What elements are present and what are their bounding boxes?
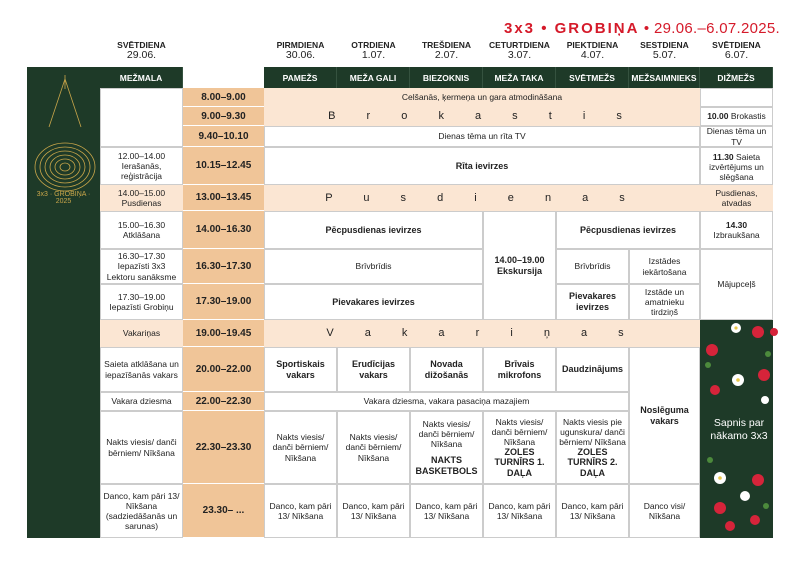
- header-day-0: SVĒTDIENA 29.06.: [117, 40, 166, 62]
- song-row: Vakara dziesma, vakara pasaciņa mazajiem: [264, 392, 629, 411]
- dance-thu: Danco, kam pāri 13/ Nīkšana: [483, 484, 556, 538]
- dream-text: Sapnis par nākamo 3x3: [710, 417, 768, 442]
- night-thu: Nakts viesis/ danči bērniem/ Nīkšana ZOLES TURNĪRS 1. DAĻA: [483, 411, 556, 484]
- sun2-empty: [700, 88, 773, 107]
- sun1-arrival: 12.00–14.00 Ierašanās, reģistrācija: [100, 147, 183, 185]
- dance-sat: Danco visi/ Nīkšana: [629, 484, 700, 538]
- header-day-2: OTRDIENA 1.07.: [351, 40, 396, 62]
- time-slot: 9.40–10.10: [183, 126, 264, 147]
- day-name-4: MEŽA TAKA: [483, 67, 556, 88]
- sun1-empty: [100, 88, 183, 147]
- closing-evening: Noslēguma vakars: [629, 347, 700, 484]
- sun1-song: Vakara dziesma: [100, 392, 183, 411]
- sun2-home: Mājupceļš: [700, 249, 773, 320]
- day-name-7: DIŽMEŽS: [700, 67, 773, 88]
- day-name-3: BIEZOKNIS: [410, 67, 483, 88]
- evening-erudition: Erudīcijas vakars: [337, 347, 410, 392]
- sun1-dinner: Vakariņas: [100, 320, 183, 347]
- sun1-lunch: 14.00–15.00 Pusdienas: [100, 185, 183, 211]
- dinner-row: V a k a r i ņ a s: [264, 320, 700, 347]
- day-name-1: PAMEŽS: [264, 67, 337, 88]
- sun2-theme: Dienas tēma un TV: [700, 126, 773, 147]
- wake-row: Celšanās, ķermeņa un gara atmodināšana: [264, 88, 700, 107]
- header-day-5: PIEKTDIENA 4.07.: [566, 40, 619, 62]
- night-mon: Nakts viesis/ danči bērniem/ Nīkšana: [264, 411, 337, 484]
- time-slot: 16.30–17.30: [183, 249, 264, 284]
- morning-row: Rīta ievirzes: [264, 147, 700, 185]
- sun2-lunch: Pusdienas, atvadas: [700, 185, 773, 211]
- breakfast-row: B r o k a s t i s: [264, 107, 700, 126]
- sun2-closing: 11.30 Saieta izvērtējums un slēgšana: [700, 147, 773, 185]
- dance-wed: Danco, kam pāri 13/ Nīkšana: [410, 484, 483, 538]
- title-name: 3x3 • GROBIŅA: [504, 20, 640, 37]
- time-slot: 13.00–13.45: [183, 185, 264, 211]
- dance-fri: Danco, kam pāri 13/ Nīkšana: [556, 484, 629, 538]
- night-tue: Nakts viesis/ danči bērniem/ Nīkšana: [337, 411, 410, 484]
- evening-daudz: Daudzinājums: [556, 347, 629, 392]
- dance-tue: Danco, kam pāri 13/ Nīkšana: [337, 484, 410, 538]
- crafts-fair: Izstāde un amatnieku tirdziņš: [629, 284, 700, 320]
- logo-panel: [27, 67, 100, 538]
- time-slot: 8.00–9.00: [183, 88, 264, 107]
- sun1-opening-evening: Saieta atklāšana un iepazīšanās vakars: [100, 347, 183, 392]
- day-name-0: MEŽMALA: [100, 67, 183, 88]
- afternoon-2: Pēcpusdienas ievirzes: [556, 211, 700, 249]
- time-slot: 23.30– ...: [183, 484, 264, 538]
- logo-text: 3x3 · GROBIŅA · 2025: [36, 191, 91, 205]
- time-slot: 22.00–22.30: [183, 392, 264, 411]
- free-time-2: Brīvbrīdis: [556, 249, 629, 284]
- time-slot: 10.15–12.45: [183, 147, 264, 185]
- night-fri: Nakts viesis pie ugunskura/ danči bērniem/ Nīkšana ZOLES TURNĪRS 2. DAĻA: [556, 411, 629, 484]
- time-header-blank: [183, 67, 264, 88]
- evening-sport: Sportiskais vakars: [264, 347, 337, 392]
- exhibit-setup: Izstādes iekārtošana: [629, 249, 700, 284]
- excursion: 14.00–19.00 Ekskursija: [483, 211, 556, 320]
- afternoon-1: Pēcpusdienas ievirzes: [264, 211, 483, 249]
- header-day-7: SVĒTDIENA 6.07.: [712, 40, 761, 62]
- tree-logo-icon: [27, 67, 100, 197]
- header-day-1: PIRMDIENA 30.06.: [276, 40, 325, 62]
- header-day-4: CETURTDIENA 3.07.: [489, 40, 550, 62]
- free-time-1: Brīvbrīdis: [264, 249, 483, 284]
- evening-1: Pievakares ievirzes: [264, 284, 483, 320]
- time-slot: 14.00–16.30: [183, 211, 264, 249]
- dance-mon: Danco, kam pāri 13/ Nīkšana: [264, 484, 337, 538]
- evening-novada: Novada dižošanās: [410, 347, 483, 392]
- time-slot: 20.00–22.00: [183, 347, 264, 392]
- page-title: [430, 20, 780, 37]
- title-dates: • 29.06.–6.07.2025.: [643, 20, 780, 37]
- time-slot: 19.00–19.45: [183, 320, 264, 347]
- time-slot: 17.30–19.00: [183, 284, 264, 320]
- sun1-dance: Danco, kam pāri 13/ Nīkšana (sadziedāšanās un sarunas): [100, 484, 183, 538]
- sun1-grobina: 17.30–19.00 Iepazīsti Grobiņu: [100, 284, 183, 320]
- time-slot: 9.00–9.30: [183, 107, 264, 126]
- sun2-breakfast: 10.00 Brokastis: [700, 107, 773, 126]
- sun1-meet: 16.30–17.30 Iepazīsti 3x3 Lektoru sanāksme: [100, 249, 183, 284]
- theme-row: Dienas tēma un rīta TV: [264, 126, 700, 147]
- time-slot: 22.30–23.30: [183, 411, 264, 484]
- sun1-opening: 15.00–16.30 Atklāšana: [100, 211, 183, 249]
- lunch-row: P u s d i e n a s: [264, 185, 700, 211]
- day-name-6: MEŽSAIMNIEKS: [629, 67, 700, 88]
- evening-micro: Brīvais mikrofons: [483, 347, 556, 392]
- sun2-depart: 14.30 Izbraukšana: [700, 211, 773, 249]
- header-day-3: TREŠDIENA 2.07.: [421, 40, 472, 62]
- sun1-night: Nakts viesis/ danči bērniem/ Nīkšana: [100, 411, 183, 484]
- evening-2: Pievakares ievirzes: [556, 284, 629, 320]
- day-name-5: SVĒTMEŽS: [556, 67, 629, 88]
- header-day-6: SESTDIENA 5.07.: [640, 40, 689, 62]
- night-wed: Nakts viesis/ danči bērniem/ Nīkšana NAKTS BASKETBOLS: [410, 411, 483, 484]
- day-name-2: MEŽA GALI: [337, 67, 410, 88]
